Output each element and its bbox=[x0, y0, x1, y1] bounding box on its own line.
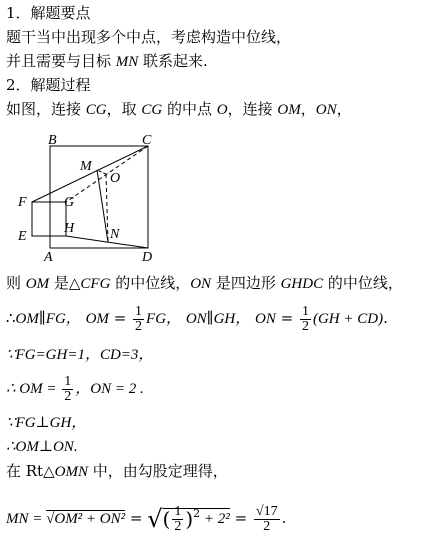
math-on: ON bbox=[190, 276, 212, 292]
label-a: A bbox=[44, 250, 53, 265]
equals: = bbox=[125, 509, 148, 527]
math-on-parallel-gh: ON∥GH， bbox=[185, 311, 251, 327]
period: . bbox=[281, 509, 287, 527]
equals: = bbox=[275, 309, 298, 327]
segment-mn bbox=[97, 170, 108, 242]
heading-key-points: 1．解题要点 bbox=[6, 4, 91, 22]
math-on-equals-2: ，ON = 2 . bbox=[75, 381, 144, 397]
math-cg: CG bbox=[85, 102, 107, 118]
math-o: O bbox=[216, 102, 228, 118]
fraction-half bbox=[133, 305, 144, 334]
fraction-half bbox=[62, 375, 73, 404]
key-point-line-1: 题干当中出现多个中点，考虑构造中位线， bbox=[6, 28, 292, 46]
denominator: 2 bbox=[135, 318, 143, 334]
text: ， bbox=[336, 100, 352, 118]
label-m: M bbox=[80, 159, 92, 174]
geometry-figure bbox=[10, 130, 170, 265]
math-om: OM bbox=[25, 276, 50, 292]
math-om: OM bbox=[277, 102, 301, 118]
text: 联系起来. bbox=[138, 52, 208, 70]
analysis-line-5: ∵FG⊥GH， bbox=[6, 415, 87, 431]
label-c: C bbox=[142, 133, 152, 148]
equals: = bbox=[108, 309, 132, 327]
text: 是四边形 bbox=[211, 274, 281, 292]
math-plus-2-squared: + 2² bbox=[200, 511, 230, 527]
equals: = bbox=[229, 509, 252, 527]
segment-cg-dashed bbox=[66, 146, 148, 202]
analysis-line-1 bbox=[6, 274, 403, 293]
denominator: 2 bbox=[174, 518, 182, 534]
paren-open: ( bbox=[162, 507, 171, 531]
math-fg: FG， bbox=[146, 311, 182, 327]
math-cfg: CFG bbox=[80, 276, 111, 292]
denominator: 2 bbox=[64, 388, 72, 404]
text: 如图，连接 bbox=[6, 100, 86, 118]
text: 中，由勾股定理得， bbox=[87, 462, 228, 480]
denominator: 2 bbox=[301, 318, 309, 334]
text: 在 Rt△ bbox=[6, 462, 55, 480]
fraction-sqrt17-over-2 bbox=[254, 505, 280, 534]
analysis-line-8 bbox=[6, 494, 286, 539]
square-efgh bbox=[32, 202, 66, 236]
segment-fc bbox=[32, 146, 148, 202]
text: 是△ bbox=[49, 274, 81, 292]
math-on: ON bbox=[255, 311, 276, 327]
numerator: 1 bbox=[135, 303, 143, 319]
analysis-line-7 bbox=[6, 462, 228, 481]
numerator: 1 bbox=[301, 303, 309, 319]
fraction-half bbox=[300, 305, 311, 334]
math-sqrt-om2-on2: √OM² + ON² bbox=[46, 511, 126, 527]
math-om: OM bbox=[85, 311, 109, 327]
label-b: B bbox=[48, 133, 57, 148]
text: 的中位线， bbox=[323, 274, 403, 292]
key-point-line-2 bbox=[6, 52, 208, 71]
numerator: 1 bbox=[64, 373, 72, 389]
label-h: H bbox=[64, 221, 75, 236]
math-on: ON bbox=[315, 102, 337, 118]
label-d: D bbox=[142, 250, 153, 265]
math-omn: OMN bbox=[54, 464, 88, 480]
sqrt-radicand: ( $\frac{1}{2}$ )$^2$ + 2² bbox=[162, 503, 230, 534]
fraction-half bbox=[172, 505, 183, 534]
label-n: N bbox=[110, 227, 120, 242]
label-o: O bbox=[110, 171, 121, 186]
analysis-line-2 bbox=[6, 300, 388, 337]
text: 的中位线， bbox=[110, 274, 191, 292]
math-mn-equals: MN = bbox=[6, 511, 47, 527]
text: ，连接 bbox=[227, 100, 278, 118]
solution-line-1 bbox=[6, 100, 352, 119]
label-g: G bbox=[64, 195, 75, 210]
sqrt-sign: √ bbox=[147, 505, 163, 533]
label-f: F bbox=[18, 195, 27, 210]
text: ， bbox=[300, 100, 316, 118]
numerator: 1 bbox=[174, 503, 182, 519]
math-cg: CG bbox=[141, 102, 163, 118]
denominator: 2 bbox=[263, 518, 271, 534]
heading-solution-process: 2．解题过程 bbox=[6, 76, 91, 94]
therefore-symbol: ∴ bbox=[6, 309, 16, 327]
text: 的中点 bbox=[162, 100, 217, 118]
paren-close: ) bbox=[185, 507, 194, 531]
math-om-parallel-fg: OM∥FG， bbox=[15, 311, 81, 327]
label-e: E bbox=[18, 229, 27, 244]
math-om-equals: ∴ OM = bbox=[6, 381, 61, 397]
analysis-line-4 bbox=[6, 370, 144, 407]
text: ，取 bbox=[106, 100, 142, 118]
text: 则 bbox=[6, 274, 26, 292]
period: . bbox=[383, 309, 388, 327]
math-mn: MN bbox=[115, 54, 139, 70]
math-gh-plus-cd: (GH + CD) bbox=[312, 311, 384, 327]
analysis-line-6: ∴OM⊥ON. bbox=[6, 439, 78, 455]
segment-om-dashed bbox=[97, 170, 106, 174]
text: 并且需要与目标 bbox=[6, 52, 116, 70]
analysis-line-3: ∵FG=GH=1，CD=3， bbox=[6, 347, 154, 363]
math-ghdc: GHDC bbox=[280, 276, 324, 292]
numerator: √17 bbox=[255, 503, 278, 519]
